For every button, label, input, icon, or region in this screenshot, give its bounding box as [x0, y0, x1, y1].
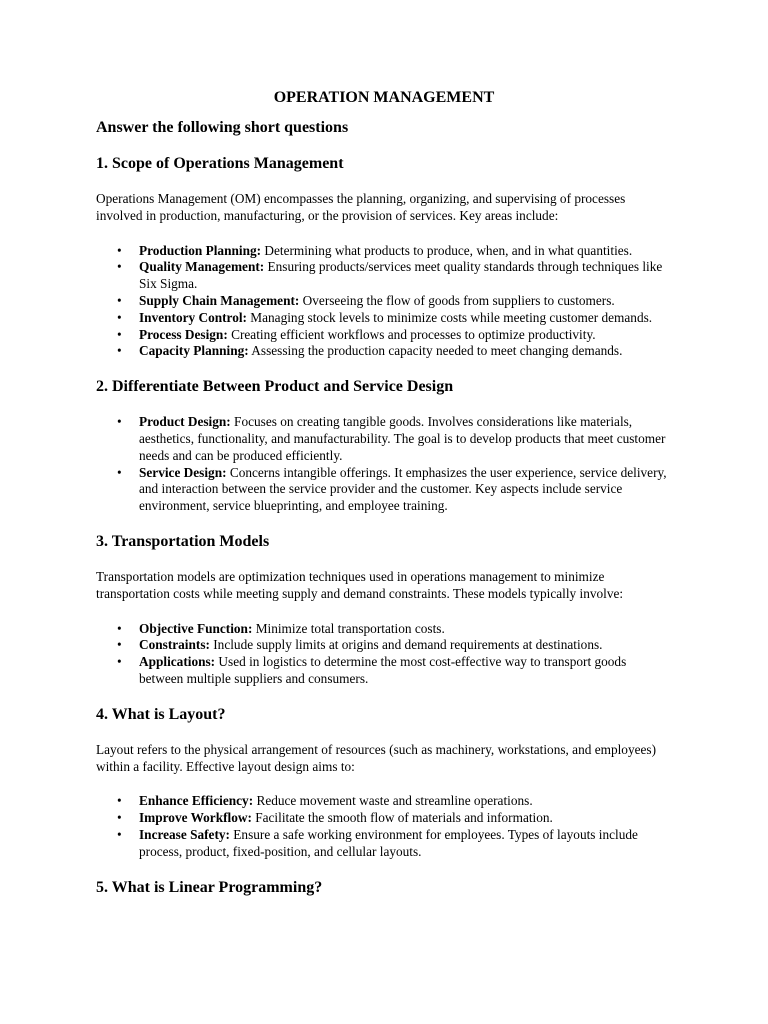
section-intro: Transportation models are optimization techniques used in operations management to minimize transportation costs while meeting supply and demand constraints. These models typically involve: — [96, 568, 624, 601]
item-text: Creating efficient workflows and processes to optimize productivity. — [227, 326, 596, 342]
section-product-service-design — [96, 377, 672, 515]
item-text: Ensuring products/services meet quality standards through techniques like Six Sigma. — [139, 259, 663, 292]
bullet-icon: • — [117, 464, 122, 480]
list-item — [96, 259, 672, 293]
bullet-icon: • — [117, 259, 122, 275]
list-item — [96, 327, 672, 344]
section-transportation-models — [96, 532, 672, 688]
item-text: Ensure a safe working environment for employees. Types of layouts include process, product, fixed-position, and cellular layouts. — [139, 826, 638, 859]
item-term: Increase Safety: — [139, 826, 230, 842]
item-text: Assessing the production capacity needed to meet changing demands. — [248, 343, 623, 359]
list-item — [96, 793, 672, 810]
item-term: Inventory Control: — [139, 309, 247, 325]
item-term: Quality Management: — [139, 259, 265, 275]
list-item — [96, 637, 672, 654]
section-heading: 2. Differentiate Between Product and Service Design — [96, 378, 454, 396]
item-term: Supply Chain Management: — [139, 292, 300, 308]
item-text: Managing stock levels to minimize costs while meeting customer demands. — [246, 309, 653, 325]
bullet-icon: • — [117, 326, 122, 342]
section-scope — [96, 154, 672, 360]
list-item — [96, 621, 672, 638]
bullet-list — [96, 621, 672, 688]
bullet-icon: • — [117, 242, 122, 258]
bullet-list — [96, 414, 672, 515]
list-item — [96, 810, 672, 827]
item-term: Capacity Planning: — [139, 343, 249, 359]
list-item — [96, 465, 672, 515]
bullet-icon: • — [117, 793, 122, 809]
item-term: Constraints: — [139, 637, 210, 653]
bullet-icon: • — [117, 292, 122, 308]
bullet-list — [96, 243, 672, 361]
item-text: Focuses on creating tangible goods. Involves considerations like materials, aesthetics, functionality, and manufacturability. The goal is to develop products that meet customer needs and can be produced efficiently. — [139, 414, 666, 463]
document-subtitle: Answer the following short questions — [96, 119, 349, 136]
list-item — [96, 293, 672, 310]
item-term: Service Design: — [139, 464, 227, 480]
item-term: Production Planning: — [139, 242, 262, 258]
bullet-icon: • — [117, 414, 122, 430]
section-heading: 1. Scope of Operations Management — [96, 155, 344, 172]
list-item — [96, 414, 672, 464]
item-text: Minimize total transportation costs. — [252, 620, 445, 636]
list-item — [96, 243, 672, 260]
section-heading: 4. What is Layout? — [96, 705, 226, 723]
section-intro: Operations Management (OM) encompasses the planning, organizing, and supervising of processes involved in production, manufacturing, or the provision of services. Key areas include: — [96, 191, 626, 223]
item-term: Product Design: — [139, 414, 231, 430]
list-item — [96, 310, 672, 327]
item-text: Used in logistics to determine the most cost-effective way to transport goods between multiple suppliers and consumers. — [139, 654, 627, 686]
item-text: Reduce movement waste and streamline operations. — [253, 793, 533, 809]
bullet-icon: • — [117, 343, 122, 359]
section-layout — [96, 705, 672, 861]
section-linear-programming — [96, 878, 672, 897]
item-term: Applications: — [139, 654, 216, 670]
list-item — [96, 343, 672, 360]
item-text: Facilitate the smooth flow of materials and information. — [251, 810, 553, 826]
bullet-icon: • — [117, 637, 122, 653]
bullet-icon: • — [117, 309, 122, 325]
item-text: Concerns intangible offerings. It emphasizes the user experience, service delivery, and interaction between the service provider and the customer. Key aspects include service environment, service blueprinting, and employee training. — [139, 464, 667, 514]
list-item — [96, 827, 672, 861]
list-item — [96, 654, 672, 688]
item-term: Improve Workflow: — [139, 810, 252, 826]
bullet-icon: • — [117, 620, 122, 636]
bullet-icon: • — [117, 810, 122, 826]
section-heading: 3. Transportation Models — [96, 532, 270, 550]
section-heading: 5. What is Linear Programming? — [96, 878, 323, 896]
section-intro: Layout refers to the physical arrangement of resources (such as machinery, workstations, and employees) within a facility. Effective layout design aims to: — [96, 741, 656, 774]
item-term: Objective Function: — [139, 620, 253, 636]
item-text: Include supply limits at origins and demand requirements at destinations. — [209, 637, 603, 653]
item-text: Determining what products to produce, when, and in what quantities. — [261, 242, 633, 258]
bullet-icon: • — [117, 654, 122, 670]
document-title: OPERATION MANAGEMENT — [273, 89, 495, 106]
item-text: Overseeing the flow of goods from suppliers to customers. — [299, 292, 615, 308]
bullet-list — [96, 793, 672, 860]
bullet-icon: • — [117, 826, 122, 842]
item-term: Process Design: — [139, 326, 228, 342]
item-term: Enhance Efficiency: — [139, 793, 254, 809]
